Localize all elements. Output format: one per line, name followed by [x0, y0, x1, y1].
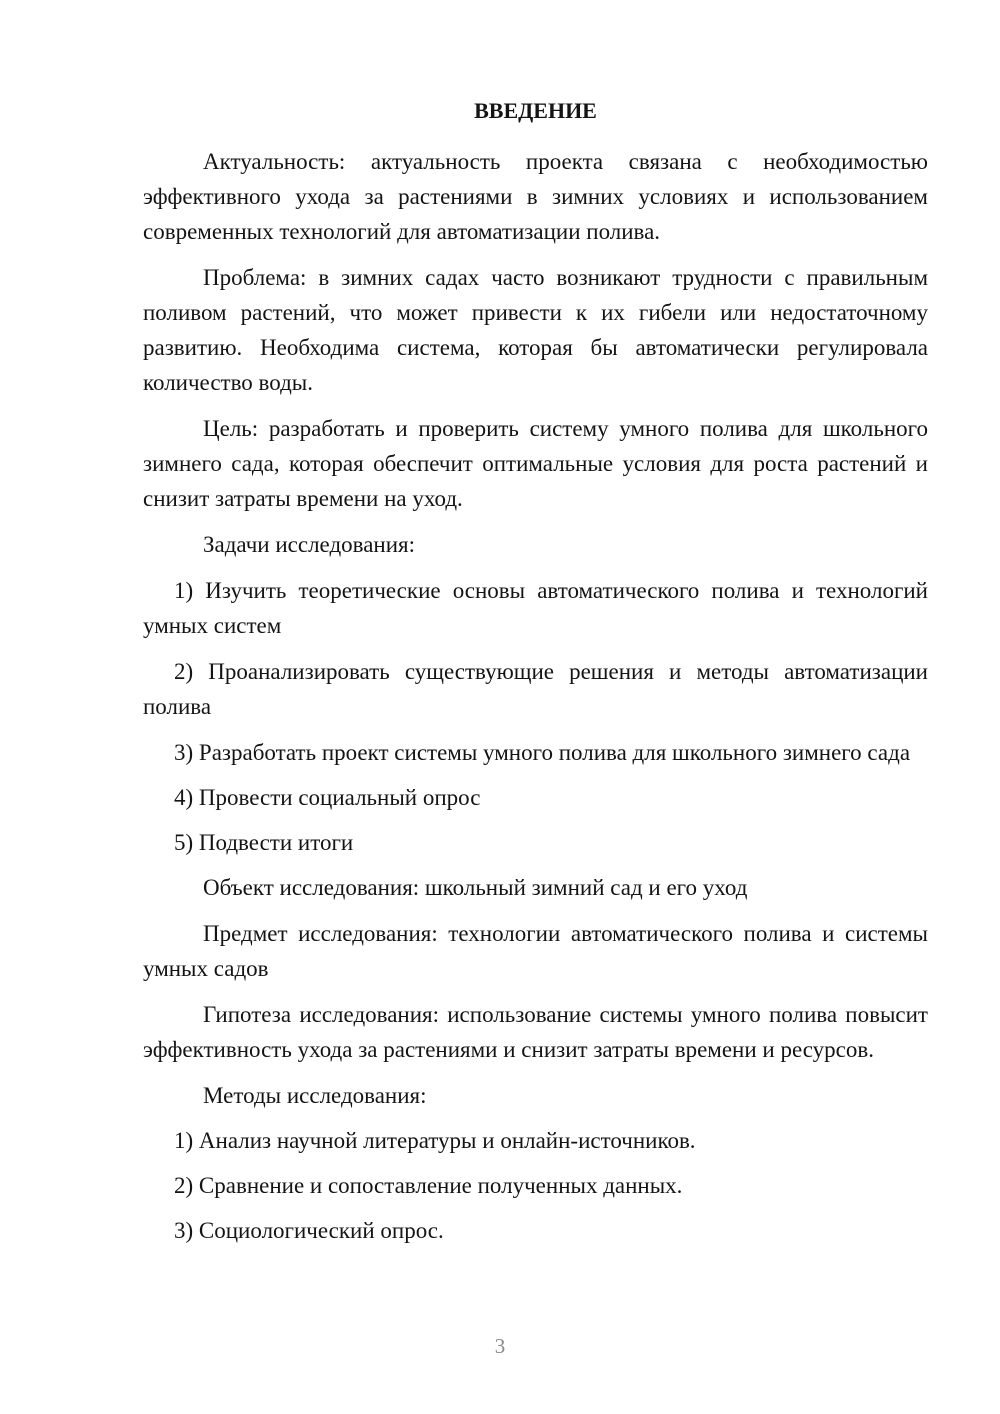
paragraph-goal: Цель: разработать и проверить систему умного полива для школьного зимнего сада, которая обеспечит оптимальные условия для роста растений и снизит затраты времени на уход. — [143, 416, 928, 511]
task-item-3: 3) Разработать проект системы умного полива для школьного зимнего сада — [174, 740, 911, 765]
paragraph-object: Объект исследования: школьный зимний сад и его уход — [203, 875, 748, 900]
tasks-title: Задачи исследования: — [203, 532, 416, 557]
task-item-1: 1) Изучить теоретические основы автоматического полива и технологий умных систем — [143, 578, 928, 638]
paragraph-subject: Предмет исследования: технологии автоматического полива и системы умных садов — [143, 921, 928, 981]
paragraph-relevance: Актуальность: актуальность проекта связана с необходимостью эффективного ухода за растениями в зимних условиях и использованием современных технологий для автоматизации полива. — [143, 149, 928, 244]
method-item-2: 2) Сравнение и сопоставление полученных данных. — [174, 1173, 683, 1198]
method-item-1: 1) Анализ научной литературы и онлайн-источников. — [174, 1128, 696, 1153]
methods-title: Методы исследования: — [203, 1083, 427, 1108]
task-item-2: 2) Проанализировать существующие решения и методы автоматизации полива — [143, 659, 928, 719]
page-title: ВВЕДЕНИЕ — [474, 98, 597, 123]
paragraph-problem: Проблема: в зимних садах часто возникают трудности с правильным поливом растений, что может привести к их гибели или недостаточному развитию. Необходима система, которая бы автоматически регулировала количество воды. — [143, 265, 928, 395]
paragraph-hypothesis: Гипотеза исследования: использование системы умного полива повысит эффективность ухода за растениями и снизит затраты времени и ресурсов. — [143, 1002, 928, 1062]
task-item-5: 5) Подвести итоги — [174, 830, 354, 855]
document-body — [143, 96, 928, 1248]
method-item-3: 3) Социологический опрос. — [174, 1218, 444, 1243]
task-item-4: 4) Провести социальный опрос — [174, 785, 481, 810]
page-number: 3 — [494, 1334, 506, 1358]
